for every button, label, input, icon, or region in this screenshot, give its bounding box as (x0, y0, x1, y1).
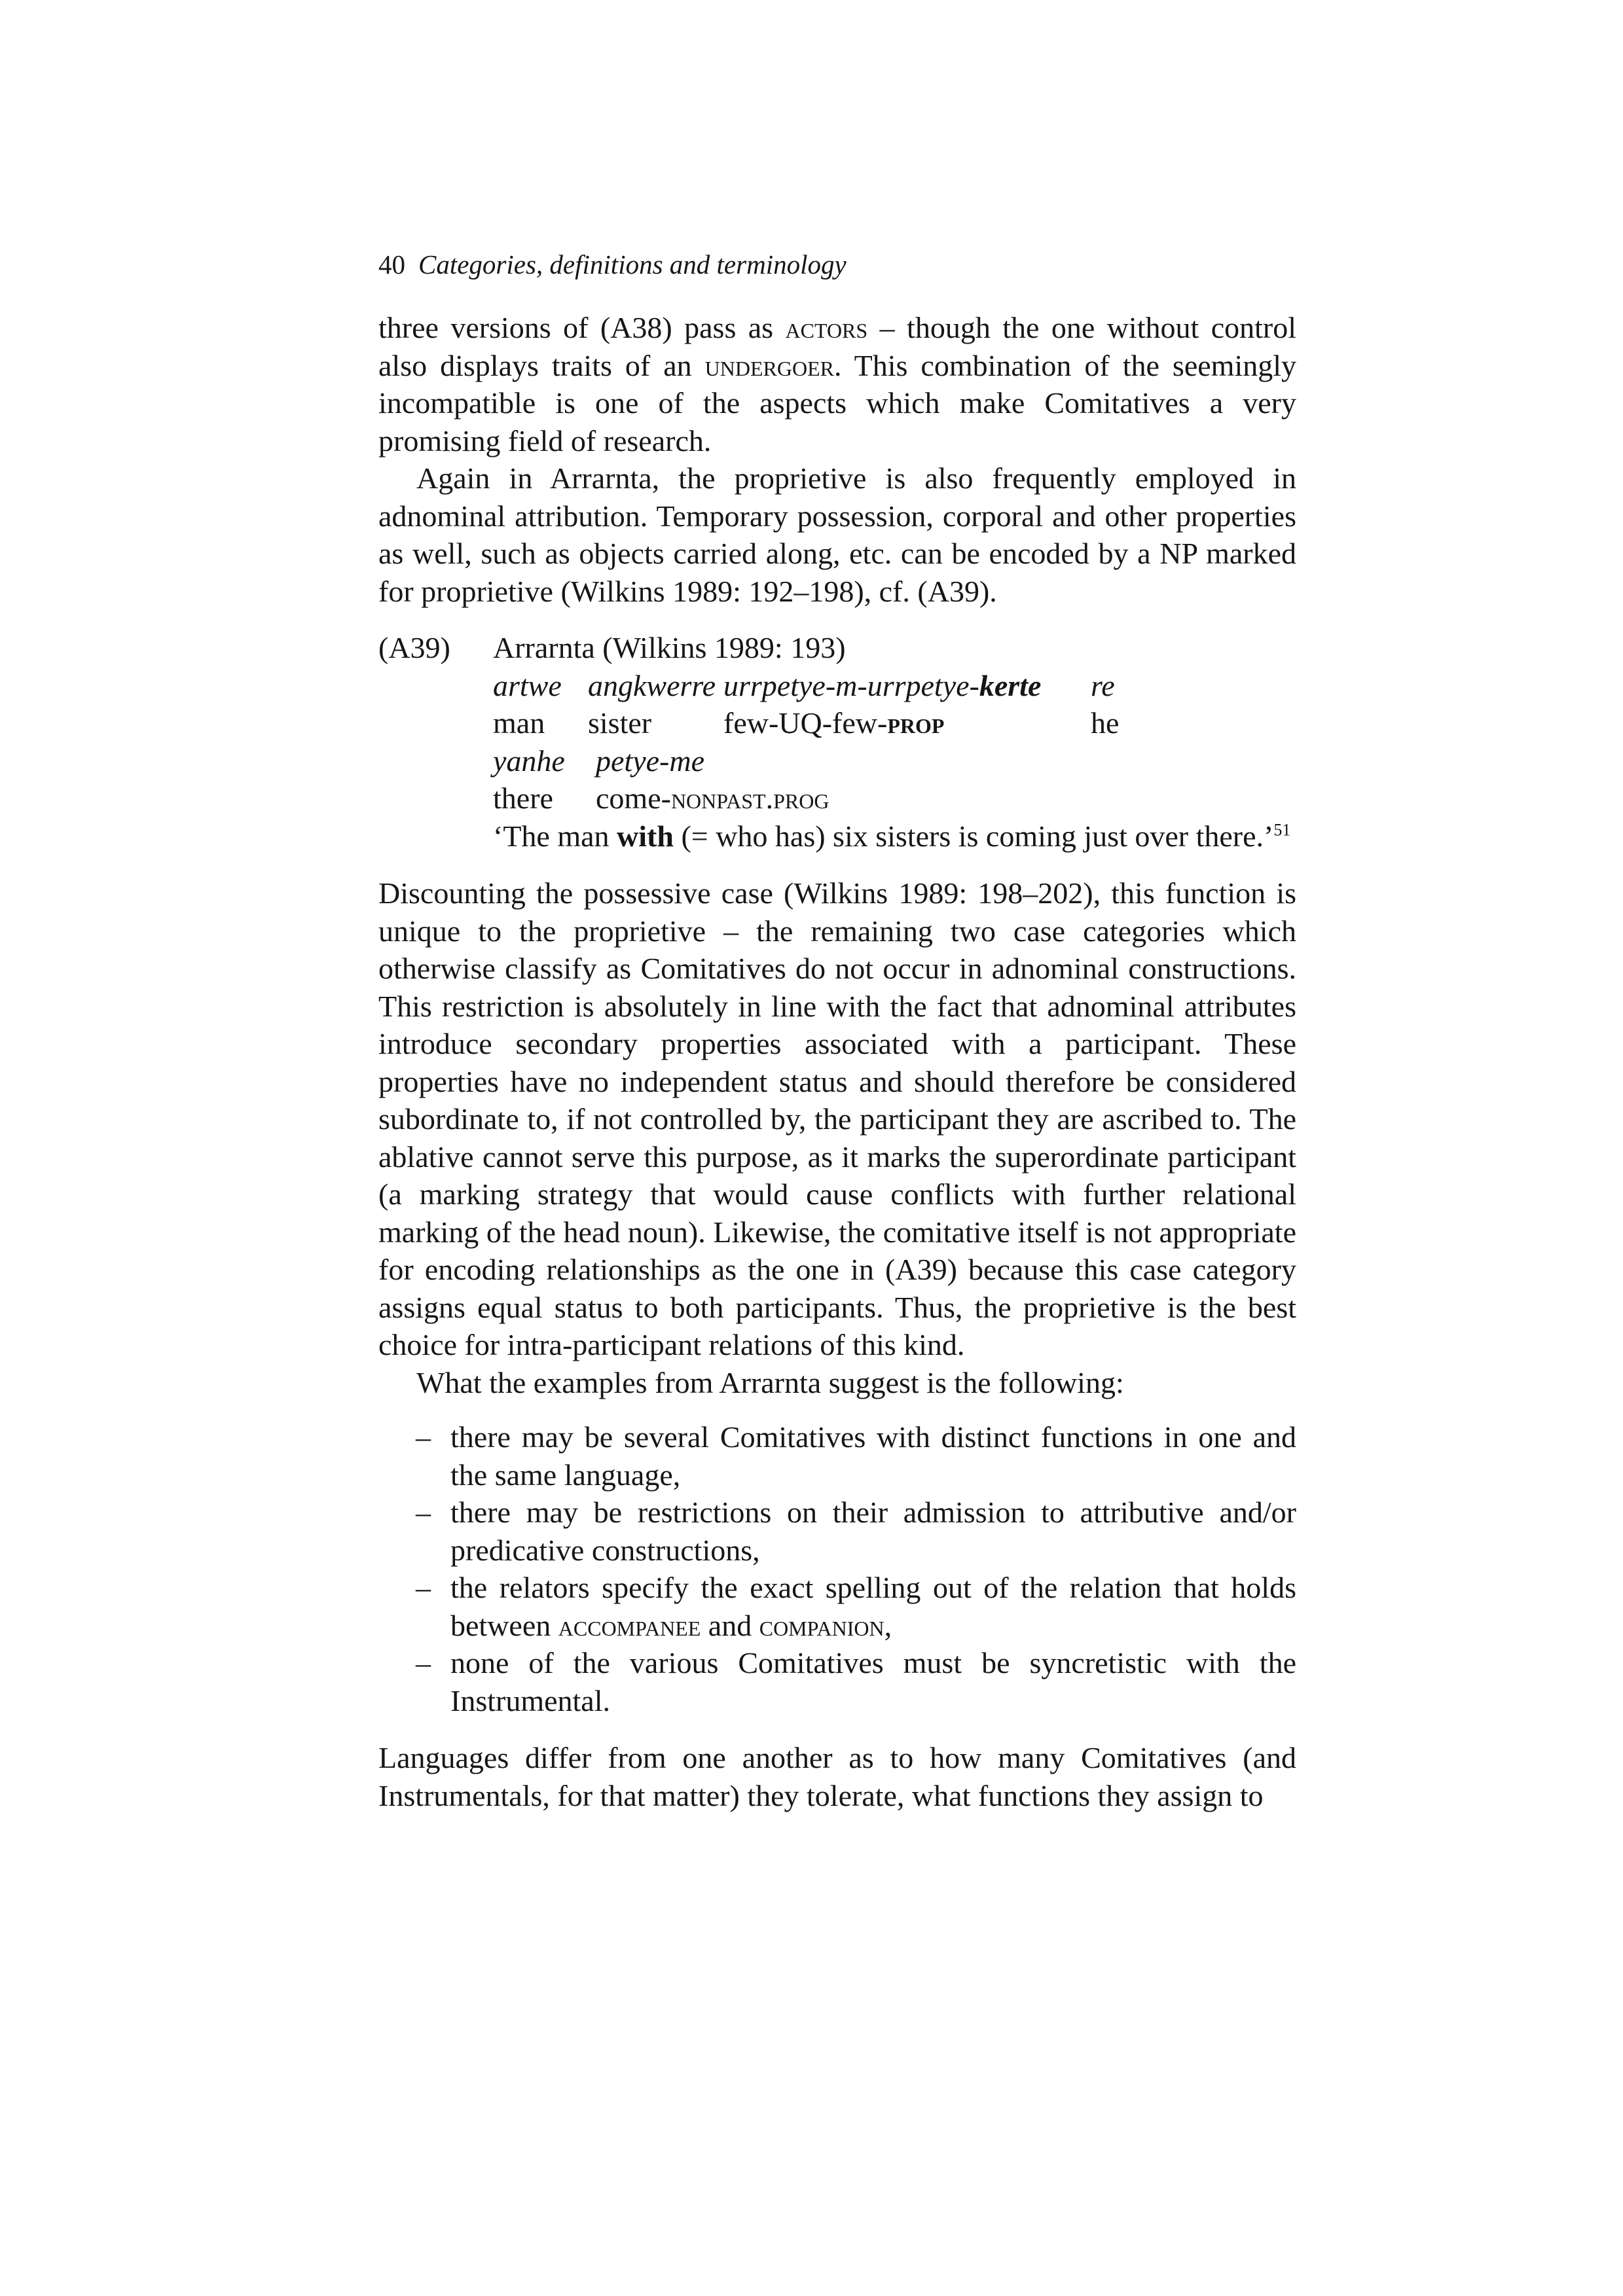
example-source: Arrarnta (Wilkins 1989: 193) (493, 631, 846, 664)
term-actors: actors (785, 311, 868, 344)
example-a39 (378, 629, 1296, 855)
interlinear-line-1: artwe angkwerre urrpetye-m-urrpetye-kerte re (493, 668, 1115, 702)
gloss-line-2: there come-nonpast.prog (493, 781, 830, 815)
dash-marker: – (416, 1571, 431, 1604)
paragraph-4: What the examples from Arrarnta suggest is the following: (416, 1365, 1124, 1399)
page (378, 249, 1296, 1814)
example-translation: ‘The man with (= who has) six sisters is coming just over there.’$^{51}$ (493, 819, 1291, 853)
dash-marker: – (416, 1420, 431, 1454)
list-item: – there may be restrictions on their admission to attributive and/or predicative constructions, (378, 1494, 1296, 1569)
paragraph-5: Languages differ from one another as to how many Comitatives (and Instrumentals, for that matter) they tolerate, what functions they assign to (378, 1741, 1296, 1812)
paragraph-3: Discounting the possessive case (Wilkins 1989: 198–202), this function is unique to the proprietive – the remaining two case categories which otherwise classify as Comitatives do not occur in adnominal constructions. This restriction is absolutely in line with the fact that adnominal attributes introduce secondary properties associated with a participant. These properties have no independent status and should therefore be considered subordinate to, if not controlled by, the participant they are ascribed to. The ablative cannot serve this purpose, as it marks the superordinate participant (a marking strategy that would cause conflicts with further relational marking of the head noun). Likewise, the comitative itself is not appropriate for encoding relationships as the one in (A39) because this case category assigns equal status to both participants. Thus, the proprietive is the best choice for intra-participant relations of this kind. (378, 876, 1296, 1361)
footnote-ref: 51 (1273, 820, 1291, 840)
example-body (493, 629, 1296, 855)
gloss-line-1: man sister few-UQ-few-prop he (493, 706, 1120, 740)
list-item: – none of the various Comitatives must be syncretistic with the Instrumental. (378, 1644, 1296, 1719)
list-item: – there may be several Comitatives with distinct functions in one and the same language, (378, 1418, 1296, 1494)
example-number: (A39) (378, 631, 450, 664)
paragraph-1: three versions of (A38) pass as actors – though the one without control also displays traits of an undergoer. This combination of the seemingly incompatible is one of the aspects which make Comitatives a very promising field of research. (378, 311, 1297, 457)
bullet-list (378, 1418, 1296, 1719)
page-number: 40 (378, 249, 405, 279)
running-header (378, 249, 1296, 280)
interlinear-line-2: yanhe petye-me (493, 744, 704, 778)
dash-marker: – (416, 1646, 431, 1679)
list-item: – the relators specify the exact spelling out of the relation that holds between accompanee and companion, (378, 1569, 1296, 1644)
running-title: Categories, definitions and terminology (418, 249, 847, 279)
term-undergoer: undergoer (704, 348, 834, 382)
paragraph-2: Again in Arrarnta, the proprietive is also frequently employed in adnominal attribution. Temporary possession, corporal and other properties as well, such as objects carried along, etc. can be encoded by a NP marked for proprietive (Wilkins 1989: 192–198), cf. (A39). (378, 461, 1296, 608)
dash-marker: – (416, 1496, 431, 1529)
